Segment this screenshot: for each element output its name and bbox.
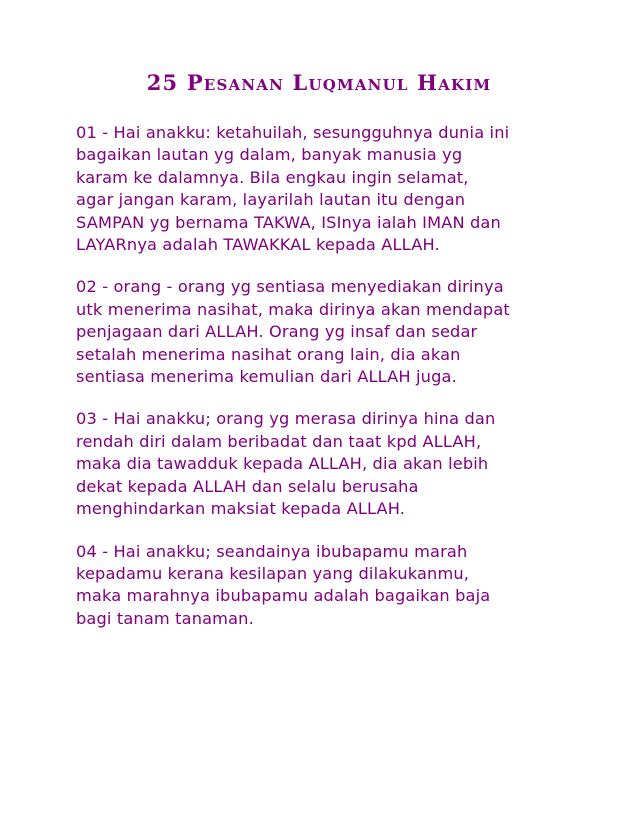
paragraph-03 bbox=[76, 408, 576, 520]
text-line: maka marahnya ibubapamu adalah bagaikan baja bbox=[76, 586, 491, 606]
paragraph-04 bbox=[76, 541, 576, 631]
text-line: sentiasa menerima kemulian dari ALLAH juga. bbox=[76, 367, 457, 387]
text-line: bagi tanam tanaman. bbox=[76, 608, 254, 628]
page-title: 25 Pesanan Luqmanul Hakim bbox=[146, 70, 492, 95]
text-line: 01 - Hai anakku: ketahuilah, sesungguhnya dunia ini bbox=[76, 123, 510, 142]
paragraph-01 bbox=[76, 122, 576, 256]
text-line: 02 - orang - orang yg sentiasa menyediakan dirinya bbox=[76, 277, 504, 297]
text-line: 04 - Hai anakku; seandainya ibubapamu marah bbox=[76, 541, 468, 561]
document-body bbox=[76, 122, 576, 650]
text-line: karam ke dalamnya. Bila engkau ingin selamat, bbox=[76, 167, 469, 187]
text-line: rendah diri dalam beribadat dan taat kpd ALLAH, bbox=[76, 431, 482, 451]
text-line: kepadamu kerana kesilapan yang dilakukanmu, bbox=[76, 563, 470, 583]
text-line: agar jangan karam, layarilah lautan itu dengan bbox=[76, 190, 466, 210]
text-line: maka dia tawadduk kepada ALLAH, dia akan lebih bbox=[76, 454, 489, 474]
text-line: setalah menerima nasihat orang lain, dia akan bbox=[76, 344, 461, 364]
text-line: bagaikan lautan yg dalam, banyak manusia yg bbox=[76, 145, 463, 165]
text-line: SAMPAN yg bernama TAKWA, ISInya ialah IMAN dan bbox=[76, 212, 501, 232]
text-line: 03 - Hai anakku; orang yg merasa dirinya hina dan bbox=[76, 409, 496, 429]
text-line: menghindarkan maksiat kepada ALLAH. bbox=[76, 499, 406, 519]
text-line: utk menerima nasihat, maka dirinya akan mendapat bbox=[76, 299, 510, 319]
text-line: dekat kepada ALLAH dan selalu berusaha bbox=[76, 476, 419, 496]
text-line: penjagaan dari ALLAH. Orang yg insaf dan sedar bbox=[76, 322, 478, 342]
paragraph-02 bbox=[76, 276, 576, 388]
text-line: LAYARnya adalah TAWAKKAL kepada ALLAH. bbox=[76, 235, 440, 255]
